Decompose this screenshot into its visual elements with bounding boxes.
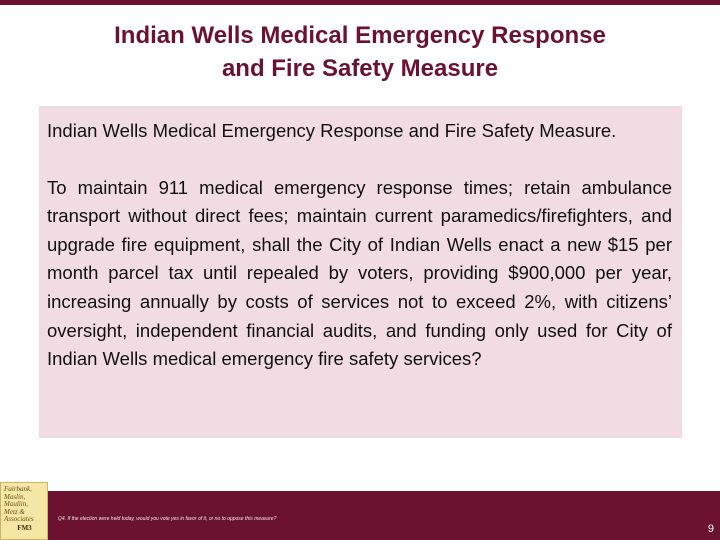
- slide-title: Indian Wells Medical Emergency Response and Fire Safety Measure: [114, 22, 606, 82]
- ballot-question: To maintain 911 medical emergency response times; retain ambulance transport without direct fees; maintain current paramedics/firefighters, and upgrade fire equipment, shall the City of Indian Wells enact a new $15 per month parcel tax until repealed by voters, providing $900,000 per year, increasing annually by costs of services not to exceed 2%, with citizens’ oversight, independent financial audits, and funding only used for City of Indian Wells medical emergency fire safety services?: [47, 176, 672, 370]
- logo-line: Metz &: [4, 507, 25, 516]
- logo-line: Maullin,: [4, 500, 28, 508]
- ballot-heading: Indian Wells Medical Emergency Response and Fire Safety Measure.: [47, 120, 617, 141]
- survey-question-footnote: Q4. If the election were held today, would you vote yes in favor of it, or no to oppose this measure?: [58, 516, 277, 522]
- logo-abbreviation: FM3: [17, 523, 32, 532]
- logo-line: Fairbank,: [4, 485, 32, 493]
- logo-line: Associates: [4, 515, 34, 523]
- footer-bar: [48, 491, 720, 540]
- logo-line: Maslin,: [4, 492, 26, 501]
- top-accent-bar: [0, 0, 720, 5]
- page-number: 9: [707, 523, 714, 535]
- ballot-text-box: [39, 106, 682, 438]
- fm3-logo: [0, 482, 48, 540]
